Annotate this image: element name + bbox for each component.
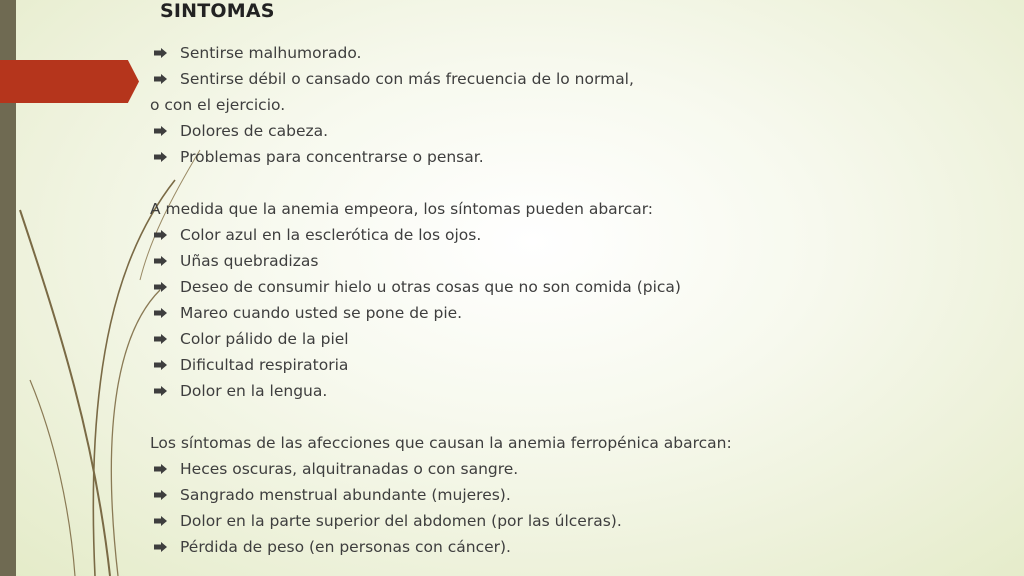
line-text: Color azul en la esclerótica de los ojos. <box>180 226 482 244</box>
arrow-bullet-icon <box>154 48 167 58</box>
bullet-item <box>150 534 1010 560</box>
arrow-bullet-icon <box>154 74 167 84</box>
arrow-bullet-icon <box>154 516 167 526</box>
line-text: Mareo cuando usted se pone de pie. <box>180 304 463 322</box>
paragraph-line <box>150 196 1010 222</box>
bullet-item <box>150 248 1010 274</box>
arrow-bullet-icon <box>154 542 167 552</box>
line-text: Sentirse débil o cansado con más frecuencia de lo normal, <box>180 70 634 88</box>
arrow-bullet-icon <box>154 490 167 500</box>
line-text: Uñas quebradizas <box>180 252 319 270</box>
bullet-item <box>150 118 1010 144</box>
arrow-bullet-icon <box>154 360 167 370</box>
line-text: A medida que la anemia empeora, los síntomas pueden abarcar: <box>150 200 654 218</box>
line-text: Dolor en la parte superior del abdomen (por las úlceras). <box>180 512 622 530</box>
line-text: Dolor en la lengua. <box>180 382 328 400</box>
bullet-item <box>150 300 1010 326</box>
paragraph-line <box>150 92 1010 118</box>
arrow-bullet-icon <box>154 230 167 240</box>
line-text: Deseo de consumir hielo u otras cosas que no son comida (pica) <box>180 278 681 296</box>
bullet-item <box>150 378 1010 404</box>
bullet-item <box>150 40 1010 66</box>
arrow-bullet-icon <box>154 126 167 136</box>
slide-content <box>150 40 1010 560</box>
arrow-bullet-icon <box>154 464 167 474</box>
arrow-bullet-icon <box>154 386 167 396</box>
line-text: Problemas para concentrarse o pensar. <box>180 148 484 166</box>
bullet-item <box>150 352 1010 378</box>
bullet-item <box>150 274 1010 300</box>
line-text: Sentirse malhumorado. <box>180 44 362 62</box>
arrow-bullet-icon <box>154 308 167 318</box>
slide-title: SINTOMAS <box>160 0 275 22</box>
bullet-item <box>150 222 1010 248</box>
bullet-item <box>150 326 1010 352</box>
spacer <box>150 404 1010 430</box>
line-text: Heces oscuras, alquitranadas o con sangre. <box>180 460 519 478</box>
line-text: Color pálido de la piel <box>180 330 349 348</box>
line-text: Pérdida de peso (en personas con cáncer). <box>180 538 511 556</box>
bullet-item <box>150 456 1010 482</box>
line-text: Los síntomas de las afecciones que causan la anemia ferropénica abarcan: <box>150 434 732 452</box>
arrow-bullet-icon <box>154 334 167 344</box>
paragraph-line <box>150 430 1010 456</box>
arrow-bullet-icon <box>154 152 167 162</box>
line-text: Dificultad respiratoria <box>180 356 349 374</box>
bullet-item <box>150 144 1010 170</box>
line-text: o con el ejercicio. <box>150 96 286 114</box>
line-text: Sangrado menstrual abundante (mujeres). <box>180 486 511 504</box>
bullet-item <box>150 482 1010 508</box>
arrow-bullet-icon <box>154 256 167 266</box>
bullet-item <box>150 66 1010 92</box>
arrow-bullet-icon <box>154 282 167 292</box>
red-accent-tab <box>0 60 139 103</box>
bullet-item <box>150 508 1010 534</box>
spacer <box>150 170 1010 196</box>
line-text: Dolores de cabeza. <box>180 122 329 140</box>
